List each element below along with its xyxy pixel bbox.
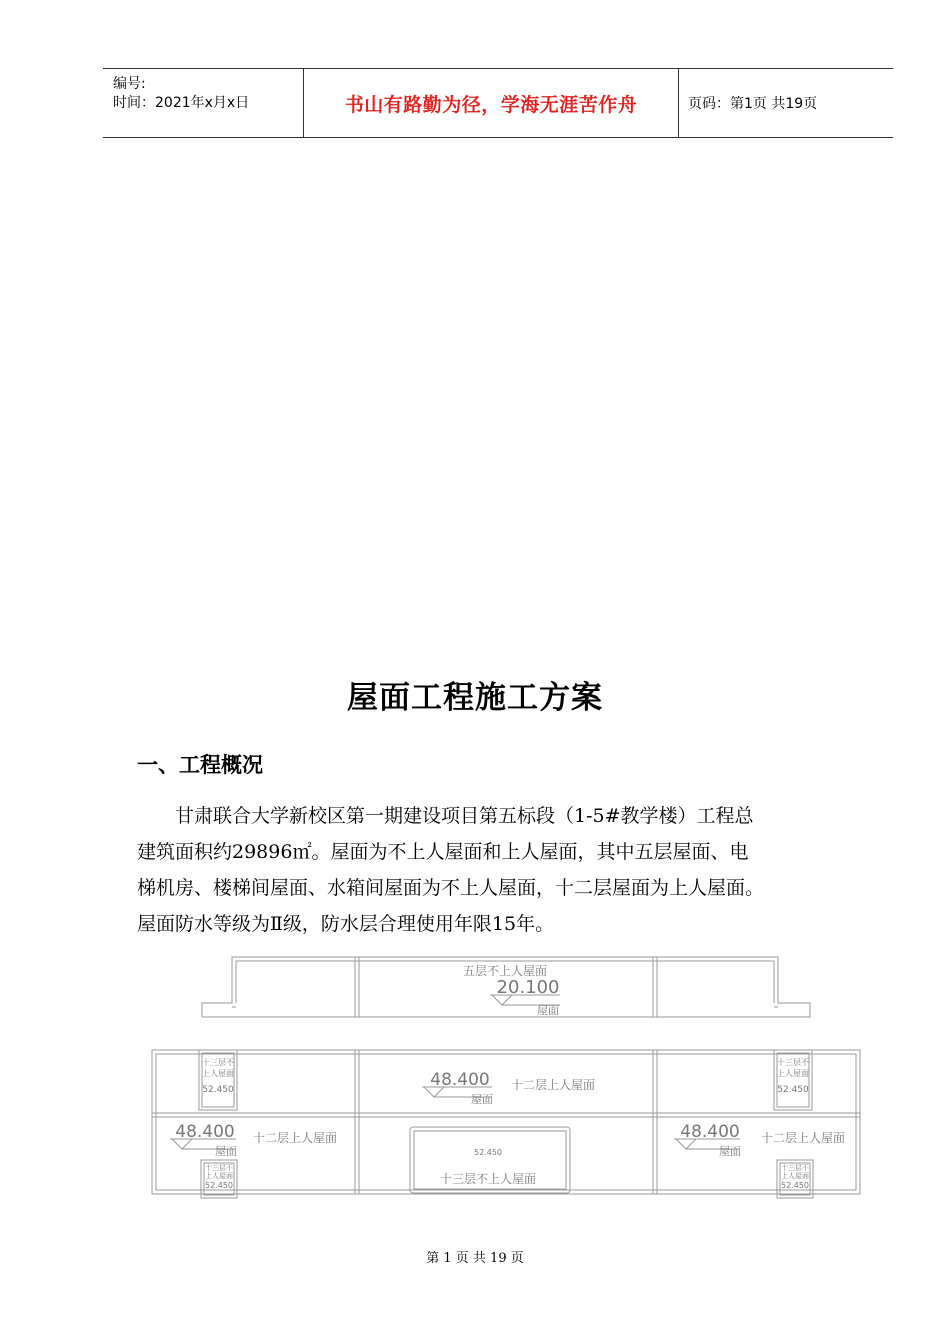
paragraph-line: 屋面防水等级为Ⅱ级，防水层合理使用年限15年。 bbox=[137, 913, 555, 935]
tl-elev: 52.450 bbox=[202, 1085, 234, 1095]
center-roof-word: 屋面 bbox=[471, 1093, 493, 1106]
document-title: 屋面工程施工方案 bbox=[347, 680, 603, 716]
bl-line1: 十三层不 bbox=[205, 1164, 233, 1172]
br-elev: 52.450 bbox=[781, 1181, 809, 1190]
header-motto-cell bbox=[303, 69, 679, 137]
tr-line2: 上人屋面 bbox=[777, 1069, 809, 1078]
left-roof-word: 屋面 bbox=[215, 1145, 237, 1158]
paragraph-line: 建筑面积约29896㎡。屋面为不上人屋面和上人屋面，其中五层屋面、电 bbox=[137, 841, 749, 863]
left-12-label: 十二层上人屋面 bbox=[252, 1131, 338, 1145]
bl-elev: 52.450 bbox=[205, 1181, 233, 1190]
br-line1: 十三层不 bbox=[781, 1164, 809, 1172]
overview-paragraph bbox=[137, 798, 872, 942]
tr-line1: 十三层不 bbox=[777, 1058, 809, 1067]
tl-line1: 十三层不 bbox=[202, 1058, 234, 1067]
tl-line2: 上人屋面 bbox=[202, 1069, 234, 1078]
motto: 书山有路勤为径，学海无涯苦作舟 bbox=[344, 93, 638, 116]
time-label: 时间：2021年x月x日 bbox=[113, 95, 250, 111]
top-label: 五层不上人屋面 bbox=[462, 964, 548, 978]
page-label: 页码：第1页 共19页 bbox=[688, 96, 818, 112]
right-roof-word: 屋面 bbox=[719, 1145, 741, 1158]
center-13-label: 十三层不上人屋面 bbox=[439, 1172, 537, 1186]
center-13-elevation: 52.450 bbox=[474, 1148, 502, 1157]
header-page-cell bbox=[678, 69, 903, 137]
roof-plan-drawing bbox=[150, 955, 870, 1200]
tr-elev: 52.450 bbox=[777, 1085, 809, 1095]
paragraph-line: 梯机房、楼梯间屋面、水箱间屋面为不上人屋面，十二层屋面为上人屋面。 bbox=[137, 877, 765, 899]
right-elevation: 48.400 bbox=[680, 1122, 740, 1142]
number-label: 编号: bbox=[113, 76, 146, 92]
top-elevation: 20.100 bbox=[496, 977, 560, 998]
page-footer: 第 1 页 共 19 页 bbox=[426, 1251, 524, 1266]
bl-line2: 上人屋面 bbox=[205, 1172, 233, 1180]
paragraph-line: 甘肃联合大学新校区第一期建设项目第五标段（1-5#教学楼）工程总 bbox=[175, 805, 754, 827]
header-meta bbox=[103, 69, 303, 137]
left-elevation: 48.400 bbox=[175, 1122, 235, 1142]
center-elevation: 48.400 bbox=[430, 1070, 490, 1090]
section-heading: 一、工程概况 bbox=[137, 753, 263, 777]
page-header bbox=[103, 68, 893, 138]
center-12-label: 十二层上人屋面 bbox=[510, 1078, 596, 1092]
br-line2: 上人屋面 bbox=[781, 1172, 809, 1180]
right-12-label: 十二层上人屋面 bbox=[760, 1131, 846, 1145]
top-roof-word: 屋面 bbox=[537, 1004, 559, 1017]
